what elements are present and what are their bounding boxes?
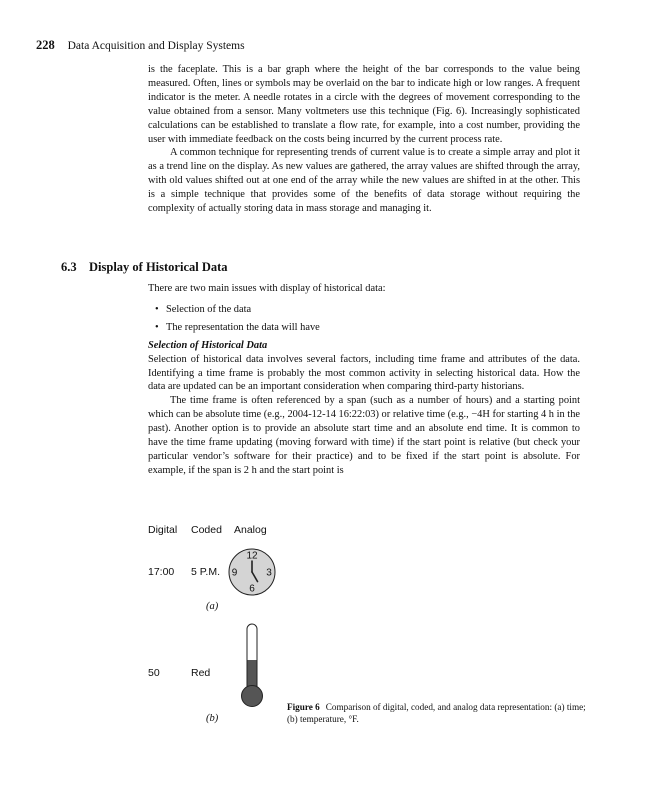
paragraph-time-frame: The time frame is often referenced by a span (such as a number of hours) and a starting point which can be absolute time (e.g., 2004-12-14 16:22:03) or relative time (e.g., −4H for starting 4 h in the past). Another option is to provide an absolute start time and an absolute end time. It is common to have the time frame updating (moving forward with time) if the start point is relative (but check your particular vendor’s software for their practice) and to be fixed if the start point is absolute. For example, if the span is 2 h and the start point is [148,395,580,476]
top-text-block [148,63,580,216]
thermometer-icon [232,622,272,710]
header-digital: Digital [148,524,178,536]
section-text-block [148,282,580,478]
clock-numeral-9: 9 [231,567,238,579]
running-head-title: Data Acquisition and Display Systems [67,40,245,52]
time-coded-value: 5 P.M. [191,566,220,578]
paragraph-selection: Selection of historical data involves several factors, including time frame and attributes of the data. Identifying a time frame is probably the most common activity in selecting historical data. How the data are updated can be an important consideration when comparing third-party historians. [148,353,580,393]
header-analog: Analog [234,524,267,536]
subheading: Selection of Historical Data [148,339,268,351]
bullet-item: • The representation the data will have [148,321,580,335]
header-coded: Coded [191,524,222,536]
running-head [36,38,245,53]
paragraph-trend-array: A common technique for representing trends of current value is to create a simple array and plot it as a trend line on the display. As new values are gathered, the array values are shifted through the array, with old values shifted out at one end of the array while the new values are shifted in at the other. This is a simple technique that provides some of the benefits of data storage without requiring the complexity of actually storing data in mass storage and managing it. [148,147,580,215]
subfigure-label-b: (b) [206,713,219,724]
figure-caption-label: Figure 6 [287,702,320,712]
clock-numeral-3: 3 [266,567,272,579]
thermometer-bulb [242,686,263,707]
temperature-digital-value: 50 [148,667,160,679]
subfigure-label-a: (a) [206,601,219,612]
time-digital-value: 17:00 [148,566,175,578]
figure-caption-text: Comparison of digital, coded, and analog data representation: (a) time; (b) temperature, °F. [287,702,586,724]
bullet-list [148,303,580,335]
section-intro: There are two main issues with display of historical data: [148,283,386,294]
clock-numeral-12: 12 [246,550,258,562]
figure-caption [287,701,587,725]
page-number: 228 [36,38,55,52]
temperature-coded-value: Red [191,667,211,679]
section-title: Display of Historical Data [89,260,228,274]
analog-clock-icon [222,542,282,602]
paragraph-faceplate: is the faceplate. This is a bar graph where the height of the bar corresponds to the value being measured. Often, lines or symbols may be overlaid on the bar to indicate high or low ranges. A frequent indicator is the meter. A needle rotates in a circle with the degrees of movement corresponding to the value obtained from a sensor. Many voltmeters use this technique (Fig. 6). Increasingly sophisticated calculations can be established to translate a flow rate, for example, into a cost number, providing the user with immediate feedback on the costs being incurred by the current process rate. [148,64,580,145]
section-heading [61,260,228,275]
clock-numeral-6: 6 [249,583,255,595]
bullet-item: • Selection of the data [148,303,580,317]
section-number: 6.3 [61,260,77,274]
